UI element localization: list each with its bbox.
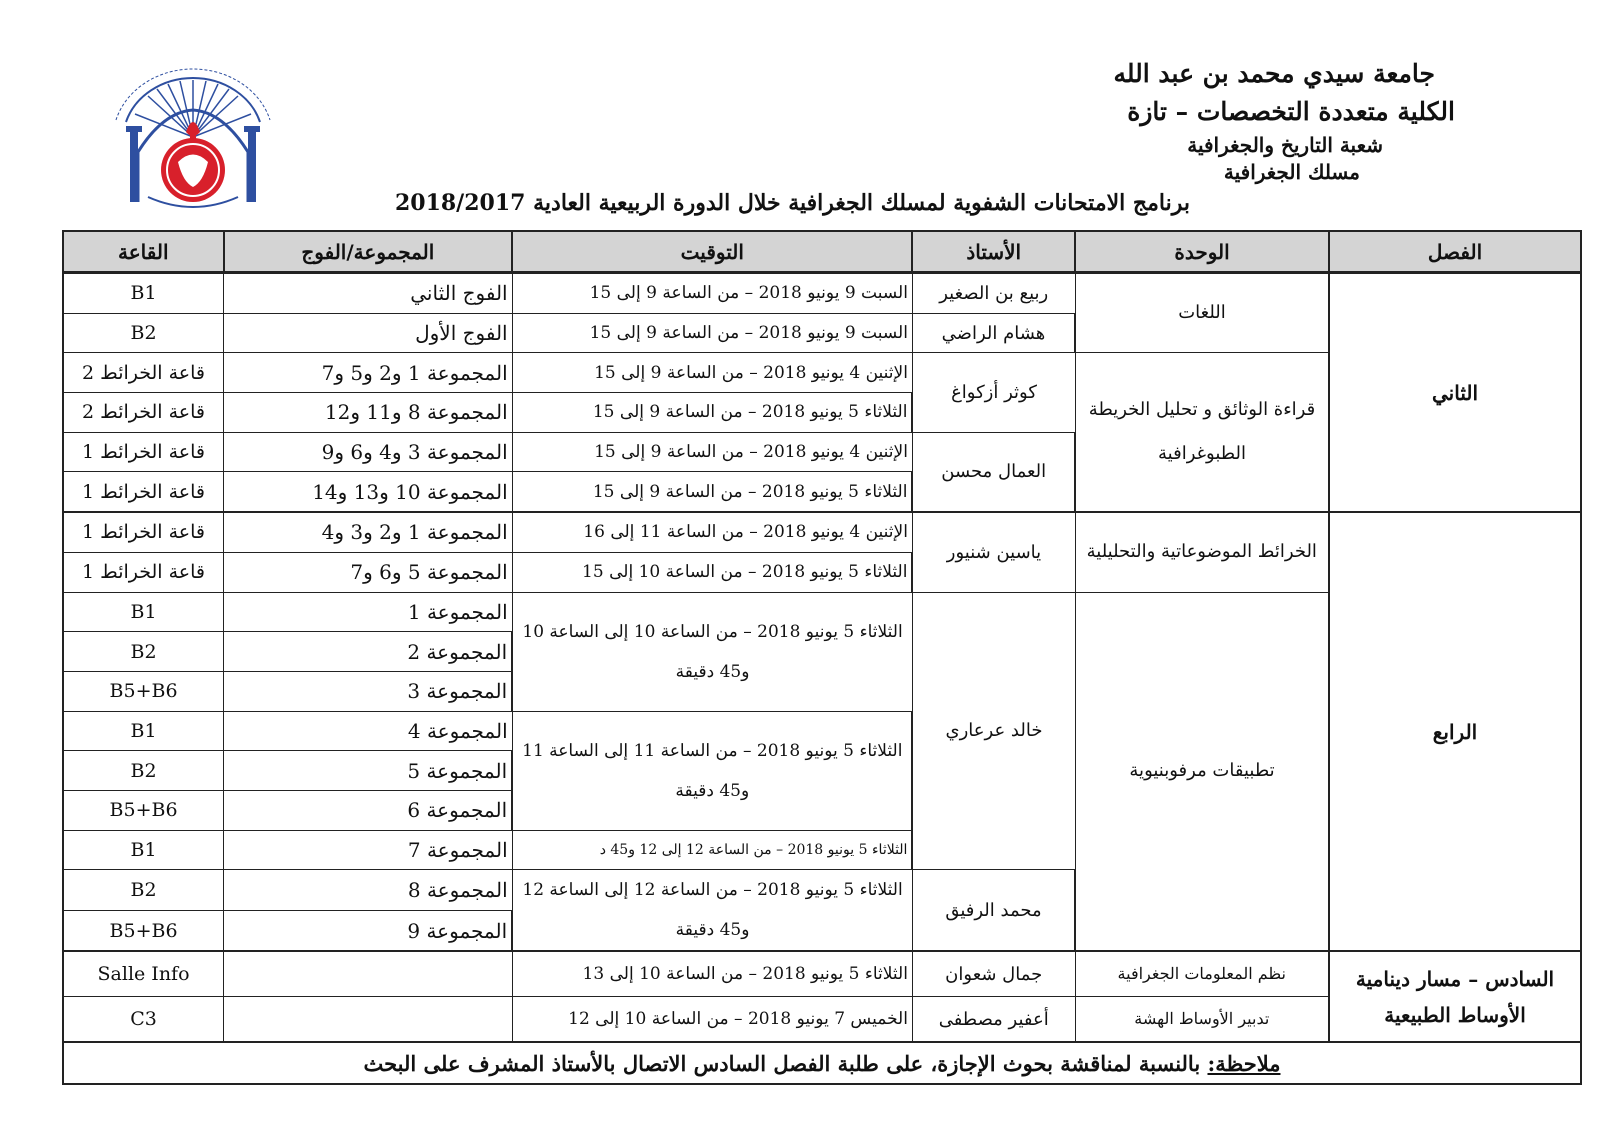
group-cell: المجموعة 8 xyxy=(224,870,513,910)
unit-cell: اللغات xyxy=(1075,273,1329,353)
group-cell: المجموعة 1 xyxy=(224,592,513,632)
unit-cell: تدبير الأوساط الهشة xyxy=(1075,997,1329,1043)
col-header-time: التوقيت xyxy=(512,231,912,273)
group-cell: المجموعة 10 و13 و14 xyxy=(224,472,513,512)
time-cell: السبت 9 يونيو 2018 – من الساعة 9 إلى 15 xyxy=(512,313,912,353)
group-cell: الفوج الأول xyxy=(224,313,513,353)
professor-cell: هشام الراضي xyxy=(912,313,1075,353)
col-header-professor: الأستاذ xyxy=(912,231,1075,273)
professor-cell: خالد عرعاري xyxy=(912,592,1075,870)
professor-cell: ياسين شنيور xyxy=(912,512,1075,592)
col-header-room: القاعة xyxy=(63,231,224,273)
room-cell: قاعة الخرائط 2 xyxy=(63,353,224,393)
professor-cell: جمال شعوان xyxy=(912,951,1075,997)
room-cell: Salle Info xyxy=(63,951,224,997)
time-cell: السبت 9 يونيو 2018 – من الساعة 9 إلى 15 xyxy=(512,273,912,314)
room-cell: B1 xyxy=(63,830,224,870)
group-cell: المجموعة 5 و6 و7 xyxy=(224,552,513,592)
group-cell: المجموعة 3 و4 و6 و9 xyxy=(224,432,513,472)
time-cell: الثلاثاء 5 يونيو 2018 – من الساعة 10 إلى الساعة 10 و45 دقيقة xyxy=(512,592,912,711)
professor-cell: ربيع بن الصغير xyxy=(912,273,1075,314)
group-cell: المجموعة 3 xyxy=(224,671,513,711)
table-row xyxy=(63,273,1581,314)
room-cell: قاعة الخرائط 1 xyxy=(63,552,224,592)
room-cell: C3 xyxy=(63,997,224,1043)
professor-cell: العمال محسن xyxy=(912,432,1075,512)
group-cell: الفوج الثاني xyxy=(224,273,513,314)
col-header-group: المجموعة/الفوج xyxy=(224,231,513,273)
exam-schedule-table xyxy=(62,230,1582,1085)
group-cell: المجموعة 4 xyxy=(224,711,513,751)
table-row xyxy=(63,951,1581,997)
room-cell: B2 xyxy=(63,313,224,353)
time-cell: الثلاثاء 5 يونيو 2018 – من الساعة 11 إلى الساعة 11 و45 دقيقة xyxy=(512,711,912,830)
university-name: جامعة سيدي محمد بن عبد الله xyxy=(1113,59,1435,88)
table-header-row xyxy=(63,231,1581,273)
room-cell: B1 xyxy=(63,592,224,632)
note-row xyxy=(63,1042,1581,1084)
group-cell xyxy=(224,951,513,997)
group-cell: المجموعة 1 و2 و5 و7 xyxy=(224,353,513,393)
group-cell: المجموعة 8 و11 و12 xyxy=(224,393,513,433)
time-cell: الإثنين 4 يونيو 2018 – من الساعة 9 إلى 15 xyxy=(512,432,912,472)
group-cell xyxy=(224,997,513,1043)
col-header-unit: الوحدة xyxy=(1075,231,1329,273)
department-name: شعبة التاريخ والجغرافية xyxy=(1187,133,1383,157)
time-cell: الثلاثاء 5 يونيو 2018 – من الساعة 10 إلى 13 xyxy=(512,951,912,997)
professor-cell: أعفير مصطفى xyxy=(912,997,1075,1043)
group-cell: المجموعة 7 xyxy=(224,830,513,870)
semester-cell: الرابع xyxy=(1329,512,1581,951)
time-cell: الثلاثاء 5 يونيو 2018 – من الساعة 12 إلى 12 و45 د xyxy=(512,830,912,870)
group-cell: المجموعة 1 و2 و3 و4 xyxy=(224,512,513,552)
room-cell: B5+B6 xyxy=(63,910,224,951)
time-cell: الثلاثاء 5 يونيو 2018 – من الساعة 9 إلى 15 xyxy=(512,472,912,512)
track-name: مسلك الجغرافية xyxy=(1223,160,1360,184)
col-header-semester: الفصل xyxy=(1329,231,1581,273)
group-cell: المجموعة 2 xyxy=(224,632,513,672)
semester-cell: السادس – مسار دينامية الأوساط الطبيعية xyxy=(1329,951,1581,1042)
note-label: ملاحظة: xyxy=(1207,1050,1281,1076)
room-cell: قاعة الخرائط 1 xyxy=(63,432,224,472)
room-cell: B5+B6 xyxy=(63,790,224,830)
room-cell: قاعة الخرائط 2 xyxy=(63,393,224,433)
time-cell: الإثنين 4 يونيو 2018 – من الساعة 9 إلى 15 xyxy=(512,353,912,393)
professor-cell: كوثر أزكواغ xyxy=(912,353,1075,432)
unit-cell: قراءة الوثائق و تحليل الخريطة الطبوغرافية xyxy=(1075,353,1329,512)
room-cell: B2 xyxy=(63,751,224,791)
group-cell: المجموعة 9 xyxy=(224,910,513,951)
room-cell: B2 xyxy=(63,632,224,672)
time-cell: الثلاثاء 5 يونيو 2018 – من الساعة 12 إلى الساعة 12 و45 دقيقة xyxy=(512,870,912,952)
professor-cell: محمد الرفيق xyxy=(912,870,1075,952)
room-cell: B1 xyxy=(63,711,224,751)
unit-cell: نظم المعلومات الجغرافية xyxy=(1075,951,1329,997)
page-title: برنامج الامتحانات الشفوية لمسلك الجغرافية خلال الدورة الربيعية العادية 2018/2017 xyxy=(394,190,1190,216)
unit-cell: تطبيقات مرفوبنيوية xyxy=(1075,592,1329,951)
note-cell xyxy=(63,1042,1581,1084)
table-row xyxy=(63,512,1581,552)
faculty-name: الكلية متعددة التخصصات – تازة xyxy=(1127,97,1455,126)
semester-cell: الثاني xyxy=(1329,273,1581,513)
room-cell: B2 xyxy=(63,870,224,910)
time-cell: الخميس 7 يونيو 2018 – من الساعة 10 إلى 12 xyxy=(512,997,912,1043)
group-cell: المجموعة 5 xyxy=(224,751,513,791)
room-cell: قاعة الخرائط 1 xyxy=(63,512,224,552)
group-cell: المجموعة 6 xyxy=(224,790,513,830)
unit-cell: الخرائط الموضوعاتية والتحليلية xyxy=(1075,512,1329,592)
institution-header xyxy=(1113,55,1455,185)
room-cell: B1 xyxy=(63,273,224,314)
room-cell: B5+B6 xyxy=(63,671,224,711)
room-cell: قاعة الخرائط 1 xyxy=(63,472,224,512)
time-cell: الثلاثاء 5 يونيو 2018 – من الساعة 10 إلى 15 xyxy=(512,552,912,592)
time-cell: الثلاثاء 5 يونيو 2018 – من الساعة 9 إلى 15 xyxy=(512,393,912,433)
note-text: بالنسبة لمناقشة بحوث الإجازة، على طلبة الفصل السادس الاتصال بالأستاذ المشرف على البحث xyxy=(363,1050,1208,1076)
time-cell: الإثنين 4 يونيو 2018 – من الساعة 11 إلى 16 xyxy=(512,512,912,552)
